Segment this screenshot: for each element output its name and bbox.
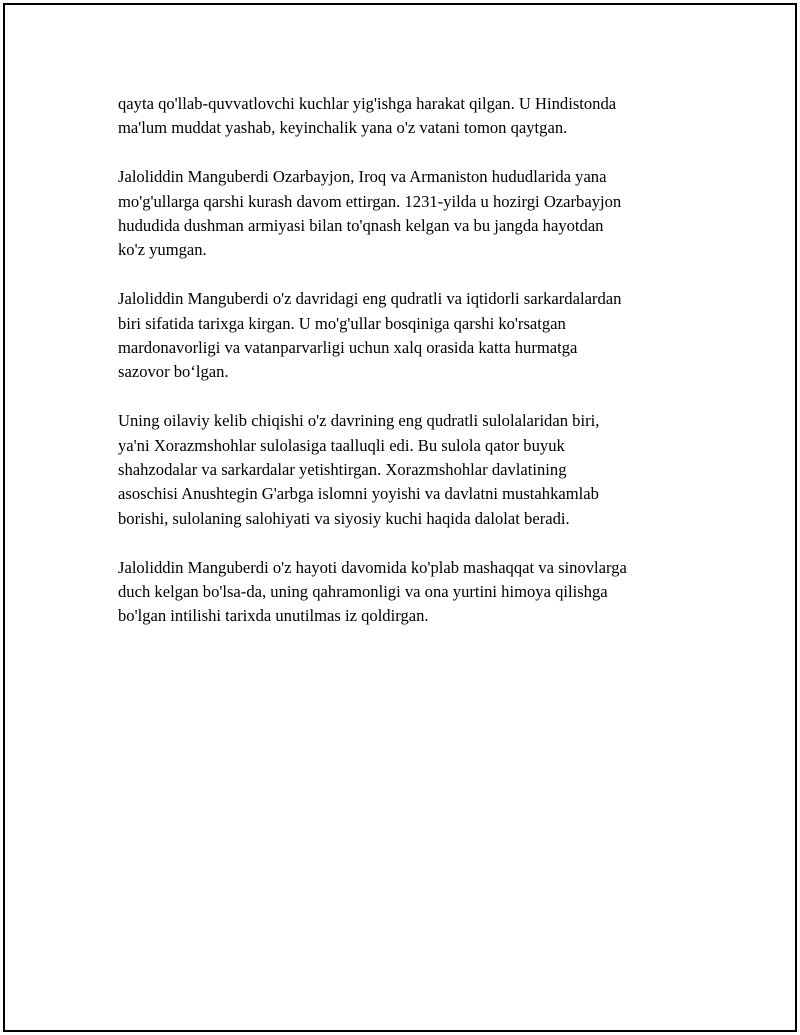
paragraph-2: Jaloliddin Manguberdi Ozarbayjon, Iroq va Armaniston hududlarida yana mo'g'ullarga qarshi kurash davom ettirgan. 1231-yilda u hozirgi Ozarbayjon hududida dushman armiyasi bilan to'qnash kelgan va bu jangda hayotdan ko'z yumgan.	[118, 167, 622, 260]
paragraph-4: Uning oilaviy kelib chiqishi o'z davrining eng qudratli sulolalaridan biri, ya'ni Xorazmshohlar sulolasiga taalluqli edi. Bu sulola qator buyuk shahzodalar va sarkardalar yetishtirgan. Xorazmshohlar davlatining asoschisi Anushtegin G'arbga islomni yoyishi va davlatni mustahkamlab borishi, sulolaning salohiyati va siyosiy kuchi haqida dalolat beradi.	[118, 411, 600, 528]
document-body	[118, 92, 718, 653]
paragraph-3: Jaloliddin Manguberdi o'z davridagi eng qudratli va iqtidorli sarkardalardan biri sifatida tarixga kirgan. U mo'g'ullar bosqiniga qarshi ko'rsatgan mardonavorligi va vatanparvarligi uchun xalq orasida katta hurmatga sazovor bo‘lgan.	[118, 289, 622, 382]
paragraph-5: Jaloliddin Manguberdi o'z hayoti davomida ko'plab mashaqqat va sinovlarga duch kelgan bo'lsa-da, uning qahramonligi va ona yurtini himoya qilishga bo'lgan intilishi tarixda unutilmas iz qoldirgan.	[118, 557, 627, 626]
paragraph-1: qayta qo'llab-quvvatlovchi kuchlar yig'ishga harakat qilgan. U Hindistonda ma'lum muddat yashab, keyinchalik yana o'z vatani tomon qaytgan.	[118, 94, 617, 138]
